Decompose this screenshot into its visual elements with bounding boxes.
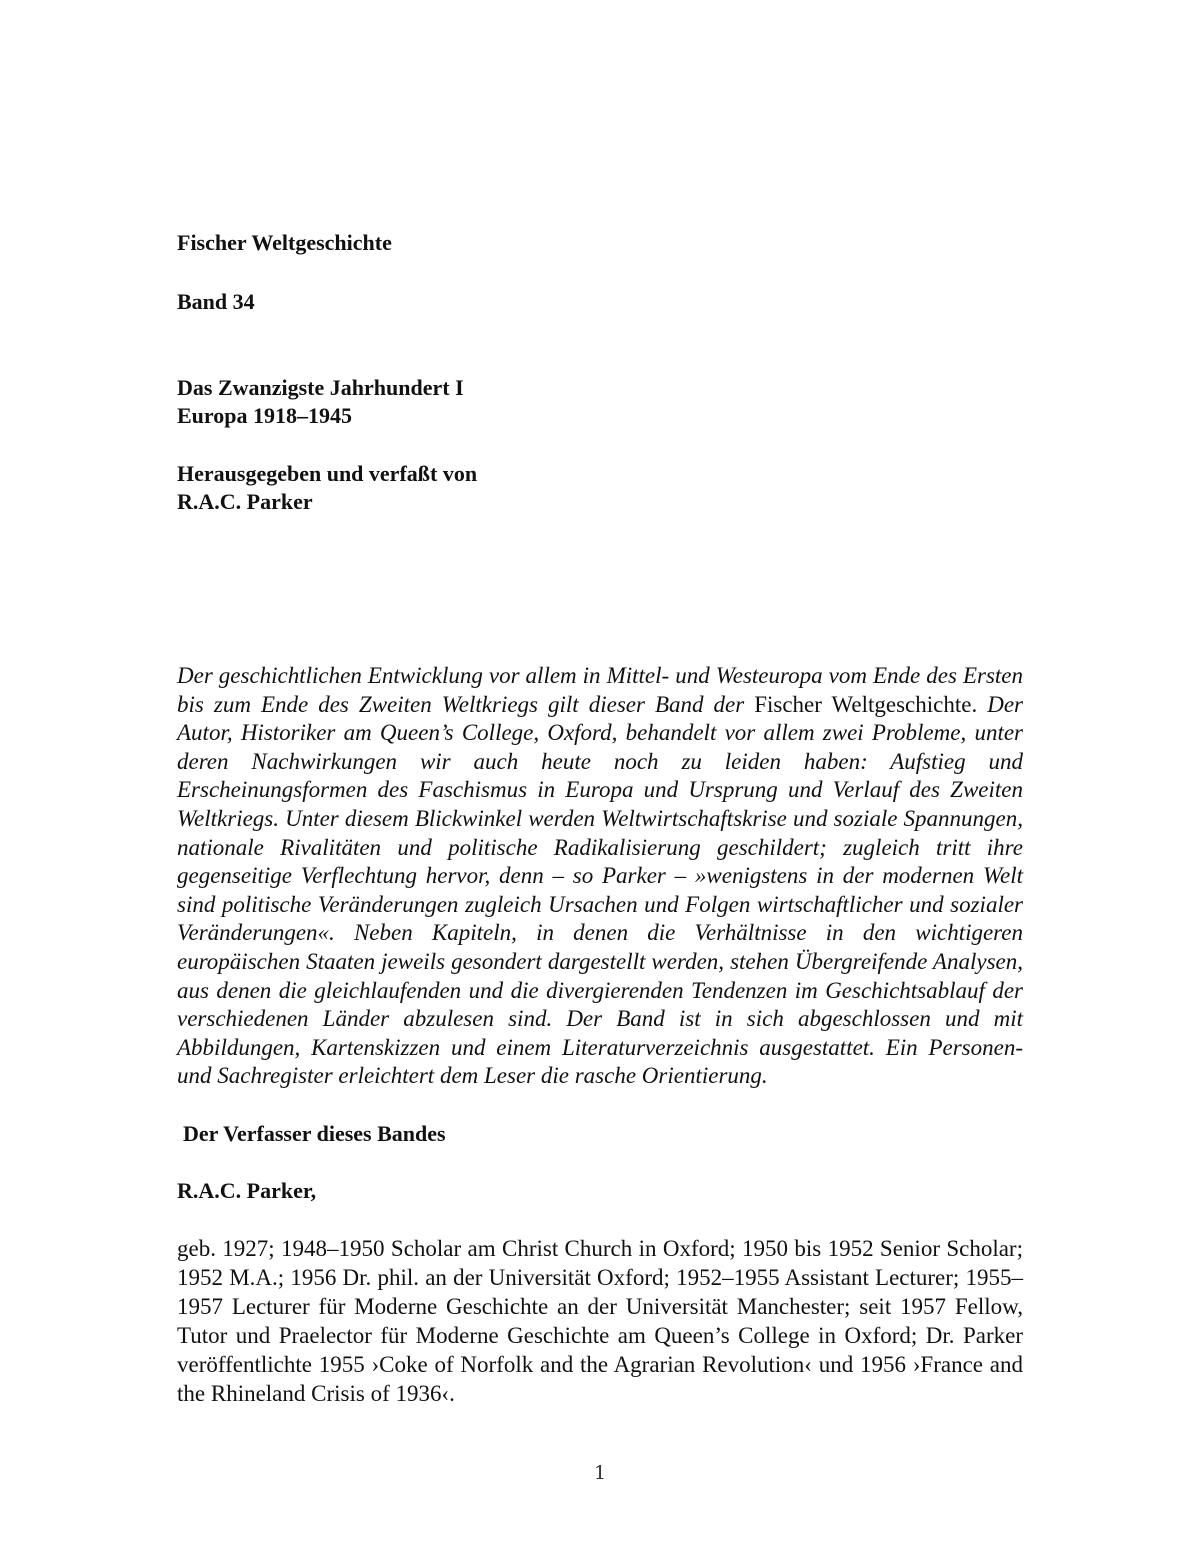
book-title: Das Zwanzigste Jahrhundert I [177, 375, 464, 400]
author-name: R.A.C. Parker, [177, 1178, 317, 1203]
author-section-heading: Der Verfasser dieses Bandes [183, 1121, 446, 1146]
author-biography: geb. 1927; 1948–1950 Scholar am Christ Church in Oxford; 1950 bis 1952 Senior Scholar; 1952 M.A.; 1956 Dr. phil. an der Universität Oxford; 1952–1955 Assistant Lecturer; 1955–1957 Lecturer für Moderne Geschichte an der Universität Manchester; seit 1957 Fellow, Tutor und Praelector für Moderne Geschichte am Queen’s College in Oxford; Dr. Parker veröffentlichte 1955 ›Coke of Norfolk and the Agrarian Revolution‹ und 1956 ›France and the Rhineland Crisis of 1936‹. [177, 1236, 1023, 1406]
editor-label: Herausgegeben und verfaßt von [177, 461, 478, 486]
editor-name: R.A.C. Parker [177, 489, 313, 514]
page-number: 1 [593, 1462, 607, 1484]
description-series-name: Fischer Weltgeschichte. [754, 691, 978, 717]
volume-number: Band 34 [177, 289, 255, 314]
book-description [177, 662, 1023, 1091]
description-part-1: Der geschichtlichen Entwicklung vor allem in Mittel- und Westeuropa vom Ende des Ersten bis zum Ende des Zweiten Weltkriegs gilt dieser Band der [177, 663, 1023, 717]
book-subtitle: Europa 1918–1945 [177, 403, 353, 428]
description-part-2: Der Autor, Historiker am Queen’s College, Oxford, behandelt vor allem zwei Probleme, unter deren Nachwirkungen wir auch heute noch zu leiden haben: Aufstieg und Erscheinungsformen des Faschismus in Europa und Ursprung und Verlauf des Zweiten Weltkriegs. Unter diesem Blickwinkel werden Weltwirtschaftskrise und soziale Spannungen, nationale Rivalitäten und politische Radikalisierung geschildert; zugleich tritt ihre gegenseitige Verflechtung hervor, denn – so Parker – »wenigstens in der modernen Welt sind politische Veränderungen zugleich Ursachen und Folgen wirtschaftlicher und sozialer Veränderungen«. Neben Kapiteln, in denen die Verhältnisse in den wichtigeren europäischen Staaten jeweils gesondert dargestellt werden, stehen Übergreifende Analysen, aus denen die gleichlaufenden und die divergierenden Tendenzen im Geschichtsablauf der verschiedenen Länder abzulesen sind. Der Band ist in sich abgeschlossen und mit Abbildungen, Kartenskizzen und einem Literaturverzeichnis ausgestattet. Ein Personen- und Sachregister erleichtert dem Leser die rasche Orientierung. [177, 691, 1023, 1089]
series-title: Fischer Weltgeschichte [177, 230, 392, 255]
